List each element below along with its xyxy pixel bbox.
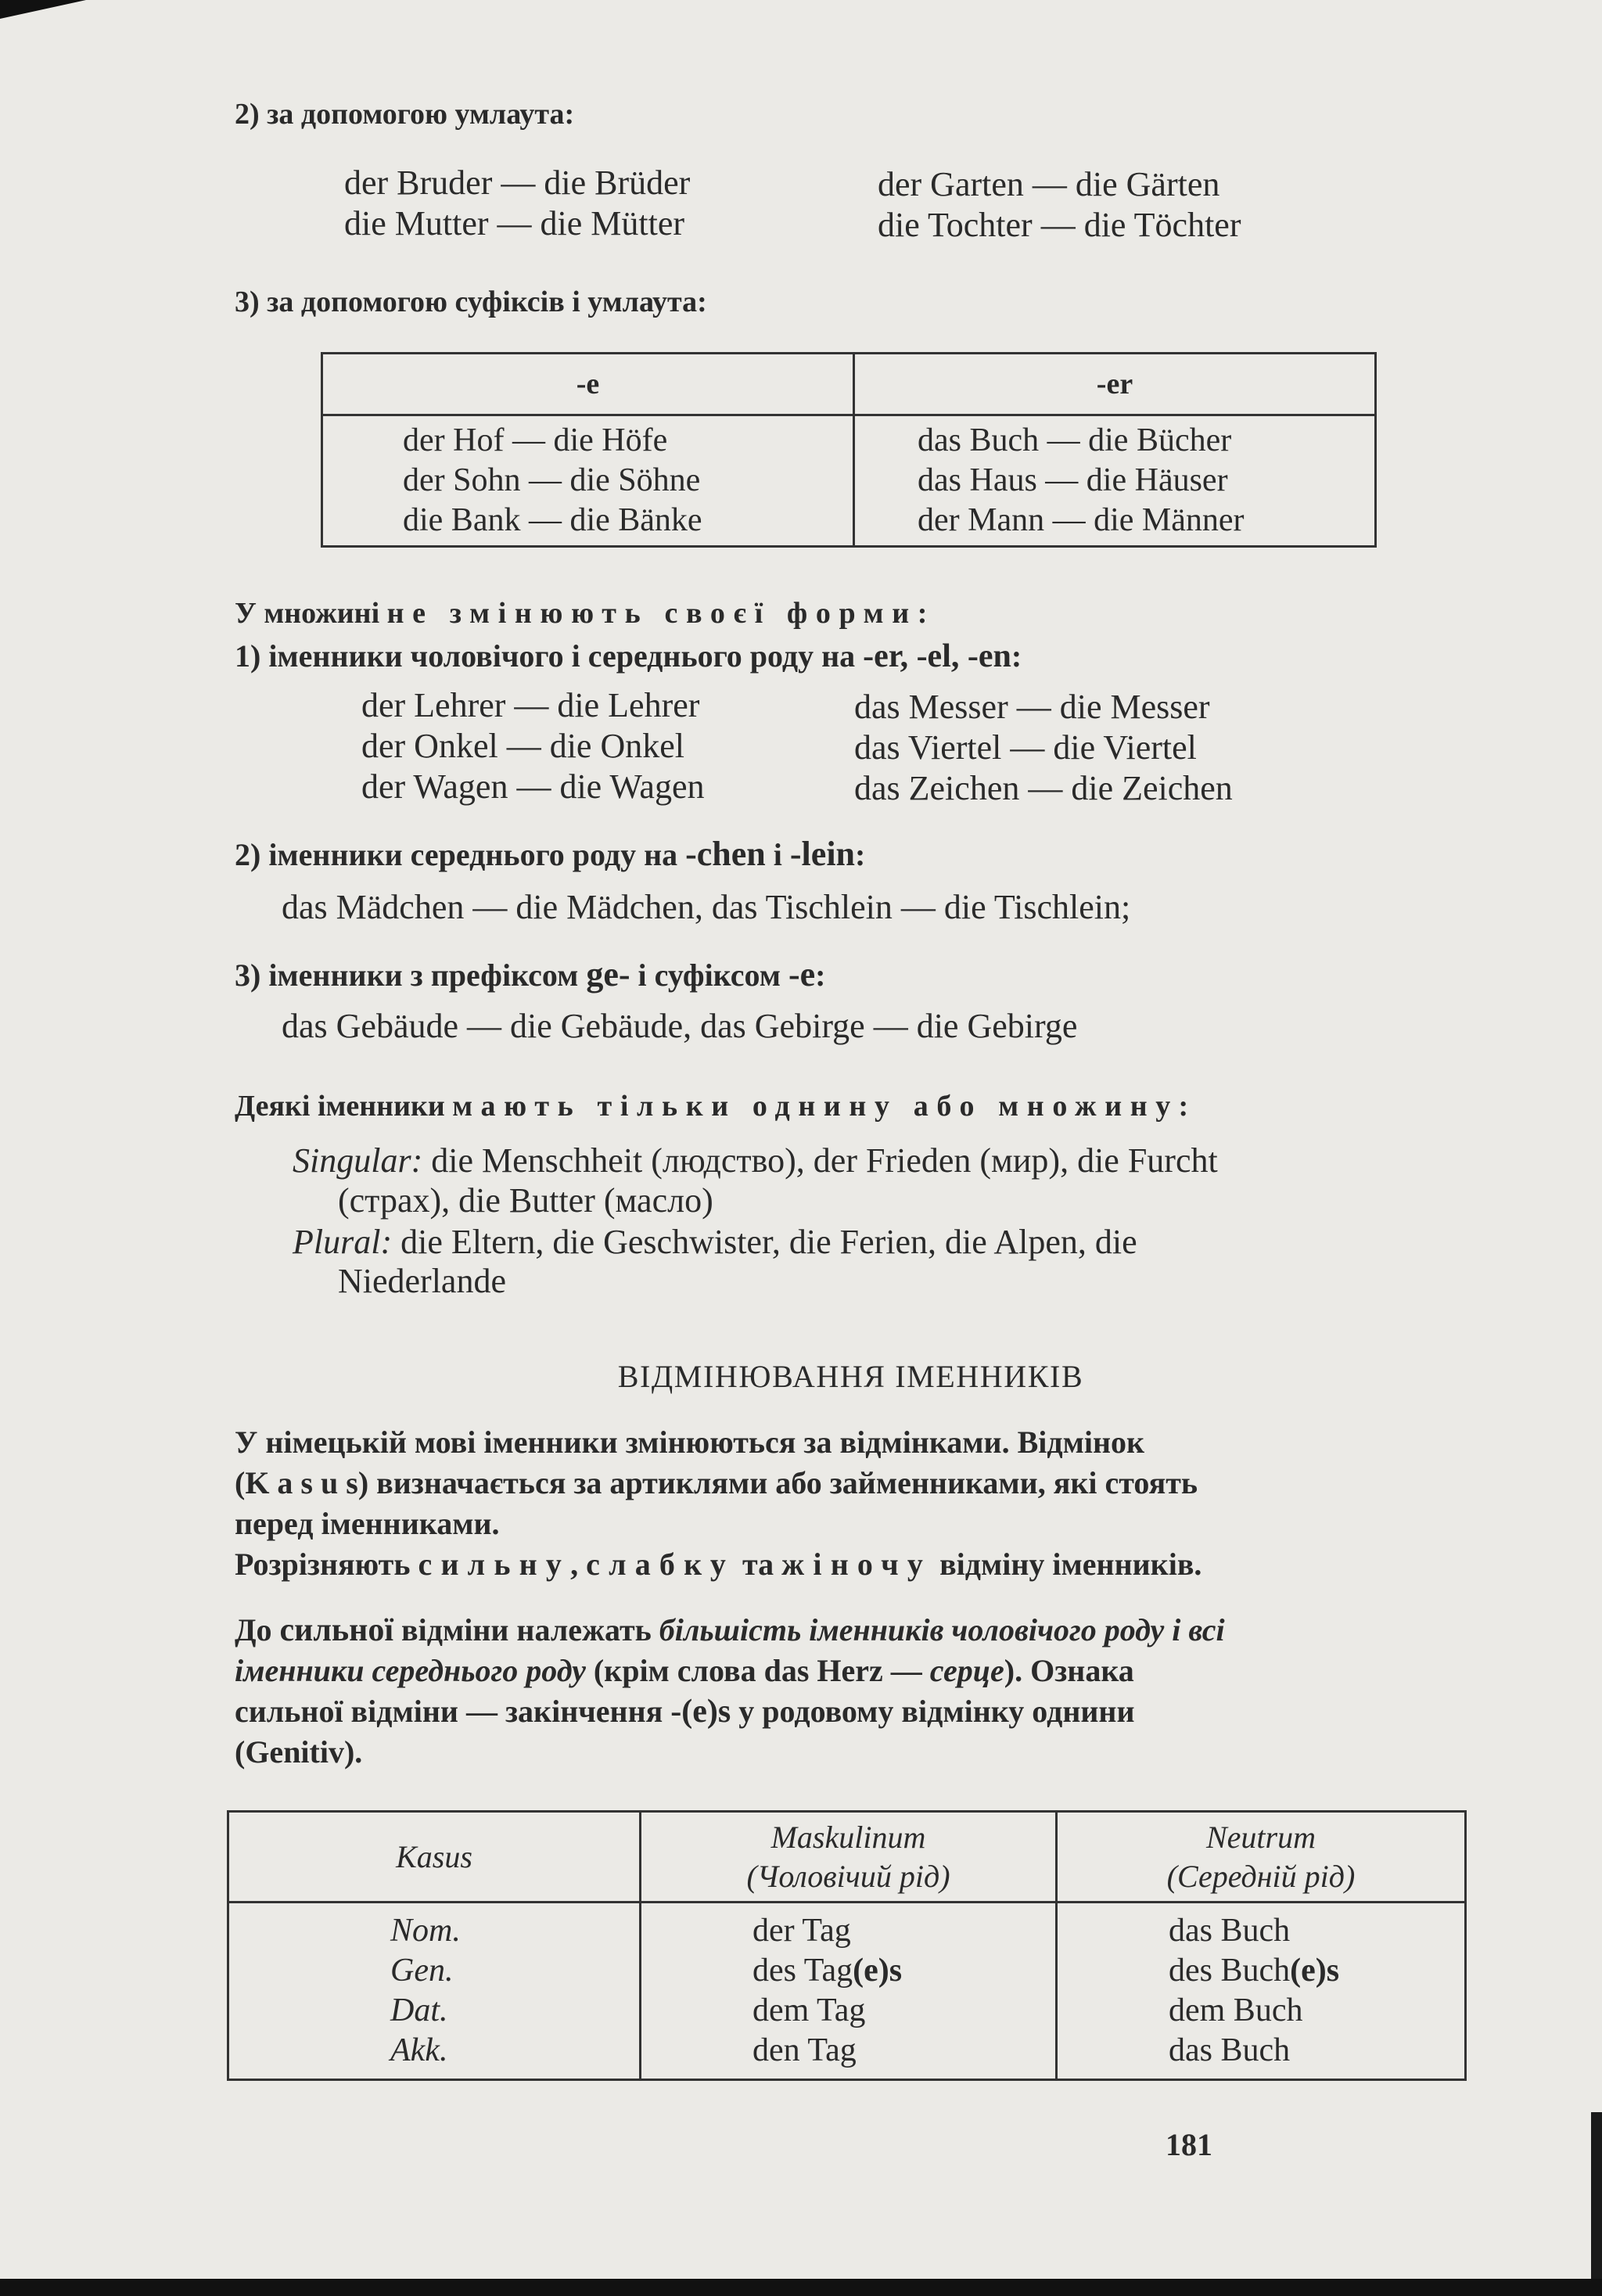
header-line: (Середній рід) xyxy=(1166,1858,1356,1894)
table-row: das Buch xyxy=(1169,2032,1291,2068)
text-line: сильної відміни — закінчення -(e)s у родовому відмінку однини xyxy=(235,1694,1135,1730)
page-number: 181 xyxy=(1166,2127,1212,2162)
text-line: (Genitiv). xyxy=(235,1734,363,1770)
no-change-pair: das Viertel — die Viertel xyxy=(854,728,1197,767)
header-line: Neutrum xyxy=(1206,1819,1316,1855)
singular-line: Singular: die Menschheit (людство), der Frieden (мир), die Furcht xyxy=(293,1141,1218,1180)
declension-paragraph-3 xyxy=(235,1610,1467,1773)
no-change-item3: 3) іменники з префіксом ge- і суфіксом -e: xyxy=(235,955,826,993)
text-line: У німецькій мові іменники змінюються за відмінками. Відмінок xyxy=(235,1425,1145,1460)
umlaut-pairs-right xyxy=(878,164,1241,246)
declension-paragraph-2: Розрізняють сильну, слабку та жіночу відміну іменників. xyxy=(235,1547,1202,1582)
text-line: перед іменниками. xyxy=(235,1506,500,1541)
suffix-table-col-er xyxy=(854,415,1376,547)
table-row: der Tag xyxy=(753,1913,851,1949)
section-umlaut-label: 2) за допомогою умлаута: xyxy=(235,98,575,131)
no-change-item2: 2) іменники середнього роду на -chen і -lein: xyxy=(235,835,866,873)
case-table-col-maskulinum xyxy=(641,1903,1057,2080)
umlaut-pair: die Mutter — die Mütter xyxy=(344,204,685,243)
no-change-pair: der Onkel — die Onkel xyxy=(361,727,684,765)
suffix-table xyxy=(321,352,1377,548)
table-row: die Bank — die Bänke xyxy=(403,502,702,538)
table-row: dem Buch xyxy=(1169,1992,1303,2028)
case-table xyxy=(227,1810,1467,2081)
text-line: іменники середнього роду (крім слова das Herz — серце). Ознака xyxy=(235,1653,1134,1688)
table-row: den Tag xyxy=(753,2032,857,2068)
text-line: До сильної відміни належать більшість іменників чоловічого роду і всі xyxy=(235,1612,1225,1648)
table-row: dem Tag xyxy=(753,1992,866,2028)
number-only-heading: Деякі іменники мають тільки однину або множину: xyxy=(235,1090,1197,1123)
table-row: Gen. xyxy=(390,1953,454,1989)
scan-corner-mark xyxy=(0,0,86,19)
table-row: des Tag(e)s xyxy=(753,1953,903,1989)
table-row: das Haus — die Häuser xyxy=(918,462,1228,498)
declension-paragraph-1 xyxy=(235,1422,1467,1544)
no-change-pairs-right xyxy=(854,687,1233,809)
section-suffix-umlaut-label: 3) за допомогою суфіксів і умлаута: xyxy=(235,286,707,318)
header-line: Maskulinum xyxy=(770,1819,926,1855)
no-change-pair: das Zeichen — die Zeichen xyxy=(854,769,1233,807)
suffix-table-header-e: -e xyxy=(322,354,854,415)
table-row: des Buch(e)s xyxy=(1169,1953,1340,1989)
no-change-item3-example: das Gebäude — die Gebäude, das Gebirge — die Gebirge xyxy=(282,1007,1078,1045)
suffix-table-header-er: -er xyxy=(854,354,1376,415)
table-row: das Buch — die Bücher xyxy=(918,422,1232,458)
no-change-pair: der Wagen — die Wagen xyxy=(361,767,705,806)
table-row: Dat. xyxy=(390,1992,448,2028)
no-change-heading: У множині не змінюють своєї форми: xyxy=(235,597,936,630)
case-table-header-neutrum xyxy=(1057,1812,1466,1903)
no-change-item2-example: das Mädchen — die Mädchen, das Tischlein — die Tischlein; xyxy=(282,888,1131,926)
no-change-pair: der Lehrer — die Lehrer xyxy=(361,686,700,724)
umlaut-pairs-left xyxy=(344,163,690,244)
section-title: ВІДМІНЮВАННЯ ІМЕННИКІВ xyxy=(617,1359,1084,1394)
umlaut-pair: der Garten — die Gärten xyxy=(878,165,1220,203)
text-line: (K a s u s) визначається за артиклями або займенниками, які стоять xyxy=(235,1465,1198,1500)
table-row: Akk. xyxy=(390,2032,448,2068)
case-table-header-kasus: Kasus xyxy=(228,1812,641,1903)
singular-line-2: (страх), die Butter (масло) xyxy=(338,1181,713,1220)
scan-page-edge xyxy=(1591,2112,1602,2280)
table-row: der Mann — die Männer xyxy=(918,502,1245,538)
umlaut-pair: die Tochter — die Töchter xyxy=(878,206,1241,244)
no-change-pairs-left xyxy=(361,685,704,807)
scan-bottom-edge xyxy=(0,2279,1602,2296)
table-row: der Hof — die Höfe xyxy=(403,422,668,458)
table-row: Nom. xyxy=(390,1913,461,1949)
case-table-col-kasus xyxy=(228,1903,641,2080)
table-row: der Sohn — die Söhne xyxy=(403,462,701,498)
umlaut-pair: der Bruder — die Brüder xyxy=(344,163,691,202)
header-line: (Чоловічий рід) xyxy=(746,1858,950,1894)
case-table-col-neutrum xyxy=(1057,1903,1466,2080)
plural-line: Plural: die Eltern, die Geschwister, die Ferien, die Alpen, die xyxy=(293,1223,1137,1261)
case-table-header-maskulinum xyxy=(641,1812,1057,1903)
plural-line-2: Niederlande xyxy=(338,1262,506,1300)
table-row: das Buch xyxy=(1169,1913,1291,1949)
suffix-table-col-e xyxy=(322,415,854,547)
no-change-pair: das Messer — die Messer xyxy=(854,688,1210,726)
no-change-item1: 1) іменники чоловічого і середнього роду на -er, -el, -en: xyxy=(235,638,1022,674)
